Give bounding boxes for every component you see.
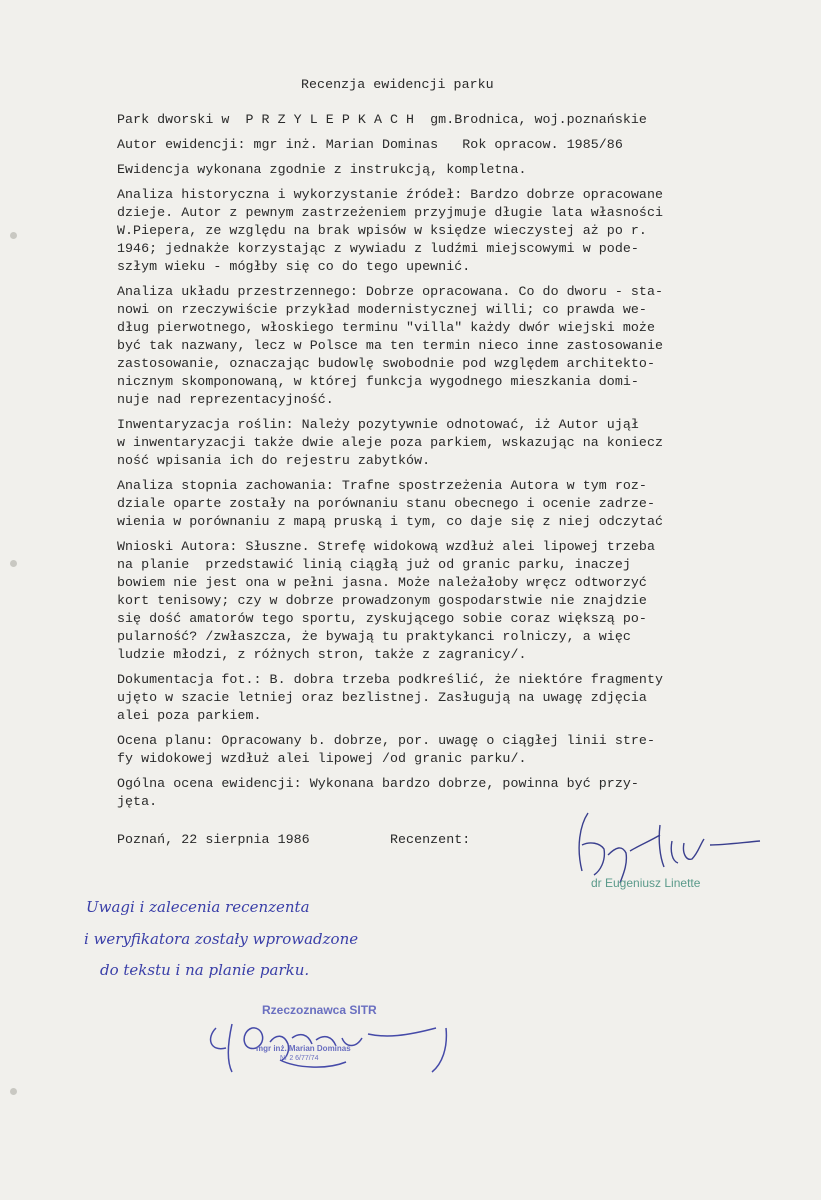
text-line: kort tenisowy; czy w dobrze prowadzonym gospodarstwie nie znajdzie [117,593,647,608]
text-line: Analiza stopnia zachowania: Trafne spostrzeżenia Autora w tym roz- [117,478,647,493]
date-and-reviewer: Poznań, 22 sierpnia 1986 Recenzent: [117,832,471,847]
verifier-stamp-name: mgr inż. Marian Dominas [256,1044,351,1053]
text-line: Park dworski w P R Z Y L E P K A C H gm.Brodnica, woj.poznańskie [117,112,647,127]
text-line: nuje nad reprezentacyjność. [117,392,334,407]
text-line: ludzie młodzi, z różnych stron, także z zagranicy/. [117,647,527,662]
verifier-stamp-title: Rzeczoznawca SITR [262,1003,377,1017]
text-line: bowiem nie jest ona w pełni jasna. Może należałoby wręcz odtworzyć [117,575,647,590]
text-line: Autor ewidencji: mgr inż. Marian Dominas Rok opracow. 1985/86 [117,137,623,152]
text-line: ujęto w szacie letniej oraz bezlistnej. Zasługują na uwagę zdjęcia [117,690,647,705]
text-line: nicznym skomponowaną, w której funkcja wygodnego mieszkania domi- [117,374,639,389]
text-line: dzieje. Autor z pewnym zastrzeżeniem przyjmuje długie lata własności [117,205,664,220]
text-line: pularność? /zwłaszcza, że bywają tu praktykanci rolniczy, a więc [117,629,631,644]
text-line: nowi on rzeczywiście przykład modernistycznej willi; co prawda we- [117,302,647,317]
text-line: zastosowanie, oznaczając budowlę swobodnie pod względem architekto- [117,356,655,371]
text-line: Analiza historyczna i wykorzystanie źródeł: Bardzo dobrze opracowane [117,187,664,202]
text-line: ność wpisania ich do rejestru zabytków. [117,453,431,468]
reviewer-signature [560,805,780,885]
text-line: jęta. [117,794,158,809]
text-line: Inwentaryzacja roślin: Należy pozytywnie odnotować, iż Autor ujął [117,417,639,432]
text-line: Ocena planu: Opracowany b. dobrze, por. uwagę o ciągłej linii stre- [117,733,655,748]
text-line: wienia w porównaniu z mapą pruską i tym, co daje się z niej odczytać [117,514,664,529]
text-line: dziale oparte zostały na porównaniu stanu obecnego i ocenie zadrze- [117,496,655,511]
text-line: szłym wieku - mógłby się co do tego upewnić. [117,259,471,274]
text-line: fy widokowej wzdłuż alei lipowej /od granic parku/. [117,751,527,766]
text-line: dług pierwotnego, włoskiego terminu "villa" każdy dwór wiejski może [117,320,655,335]
handwritten-note-line: i weryfikatora zostały wprowadzone [84,930,359,948]
text-line: Ogólna ocena ewidencji: Wykonana bardzo dobrze, powinna być przy- [117,776,639,791]
text-line: się dość amatorów tego sportu, zyskującego sobie coraz większą po- [117,611,647,626]
text-line: Dokumentacja fot.: B. dobra trzeba podkreślić, że niektóre fragmenty [117,672,664,687]
document-title: Recenzja ewidencji parku [301,77,494,92]
handwritten-note-line: do tekstu i na planie parku. [100,961,310,979]
text-line: na planie przedstawić linią ciągłą już od granic parku, inaczej [117,557,631,572]
text-line: Wnioski Autora: Słuszne. Strefę widokową wzdłuż alei lipowej trzeba [117,539,655,554]
text-line: Ewidencja wykonana zgodnie z instrukcją, kompletna. [117,162,527,177]
text-line: alei poza parkiem. [117,708,262,723]
verifier-signature [196,1008,466,1078]
punch-hole [10,1088,17,1095]
punch-hole [10,560,17,567]
text-line: w inwentaryzacji także dwie aleje poza parkiem, wskazując na koniecz [117,435,664,450]
text-line: Analiza układu przestrzennego: Dobrze opracowana. Co do dworu - sta- [117,284,664,299]
reviewer-stamp: dr Eugeniusz Linette [591,876,701,890]
punch-hole [10,232,17,239]
verifier-stamp-number: Nr 2 6/77/74 [280,1055,319,1062]
text-line: być tak nazwany, lecz w Polsce ma ten termin nieco inne zastosowanie [117,338,664,353]
text-line: W.Piepera, ze względu na brak wpisów w księdze wieczystej aż po r. [117,223,647,238]
handwritten-note-line: Uwagi i zalecenia recenzenta [86,898,310,916]
text-line: 1946; jednakże korzystając z wywiadu z ludźmi miejscowymi w pode- [117,241,639,256]
